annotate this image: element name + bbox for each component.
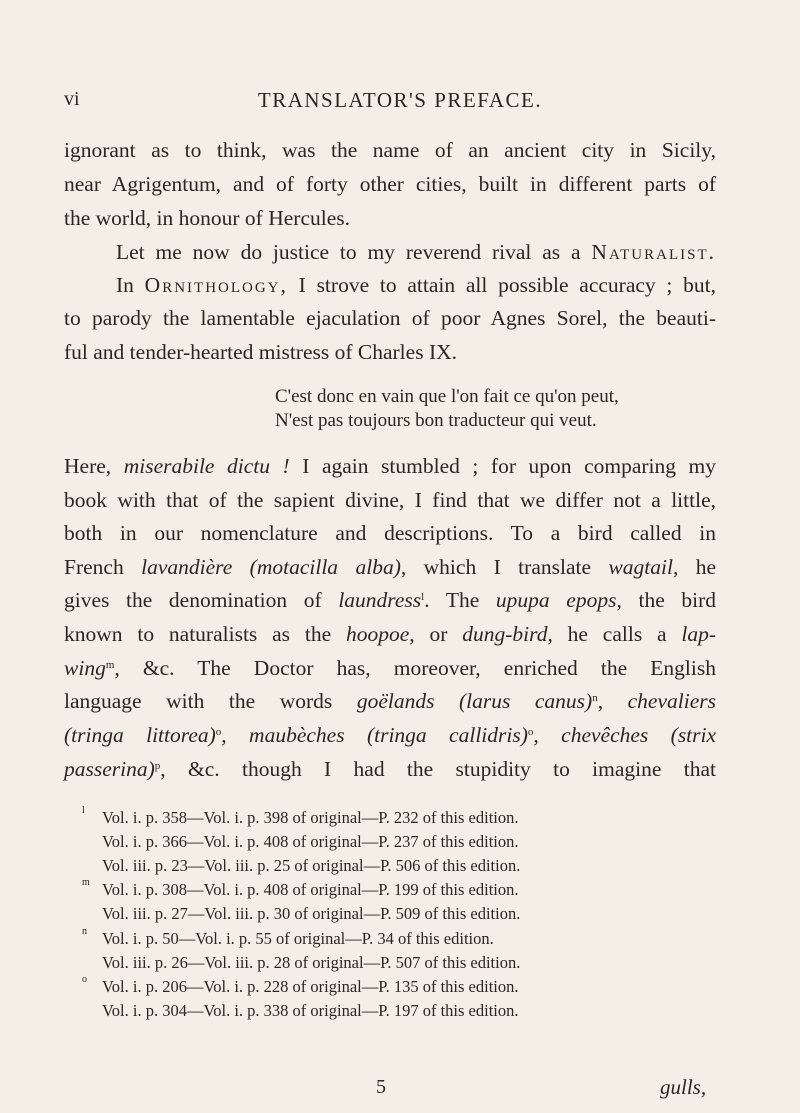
footnote-ref: l bbox=[421, 591, 425, 603]
text-span: he bbox=[695, 555, 717, 579]
text-span: , bbox=[533, 723, 539, 747]
footnote bbox=[102, 953, 717, 973]
text-line: book with that of the sapient divine, I find that we differ not a little, bbox=[64, 488, 716, 512]
italic-term: (tringa littorea) bbox=[64, 723, 216, 747]
footnote-text: Vol. i. p. 308—Vol. i. p. 408 of original—P. 199 of this edition. bbox=[102, 880, 519, 899]
footnote-mark: n bbox=[82, 926, 87, 937]
text-line bbox=[64, 723, 716, 748]
text-line bbox=[64, 588, 716, 613]
text-line bbox=[64, 555, 716, 580]
text-line bbox=[116, 240, 716, 265]
text-line: near Agrigentum, and of forty other cities, built in different parts of bbox=[64, 172, 716, 196]
text-span: Here, bbox=[64, 454, 112, 478]
text-line bbox=[64, 622, 716, 647]
text-span: , &c. though I had the stupidity to imagine that bbox=[160, 757, 716, 781]
italic-term: lavandière (motacilla alba), bbox=[141, 555, 407, 579]
text-span: , &c. The Doctor has, moreover, enriched the English bbox=[114, 656, 716, 680]
text-span: French bbox=[64, 555, 124, 579]
small-caps-term: Ornithology, bbox=[144, 273, 288, 297]
footnote bbox=[102, 832, 717, 852]
verse-line: C'est donc en vain que l'on fait ce qu'on peut, bbox=[275, 386, 619, 407]
footnote-text: Vol. i. p. 206—Vol. i. p. 228 of original—P. 135 of this edition. bbox=[102, 977, 519, 996]
italic-phrase: miserabile dictu ! bbox=[123, 454, 290, 478]
italic-term: dung-bird, bbox=[462, 622, 553, 646]
text-span: the bird bbox=[638, 588, 716, 612]
footnote-text: Vol. i. p. 358—Vol. i. p. 398 of original—P. 232 of this edition. bbox=[102, 808, 519, 827]
footnote-text: Vol. i. p. 366—Vol. i. p. 408 of original—P. 237 of this edition. bbox=[102, 832, 519, 851]
text-line: the world, in honour of Hercules. bbox=[64, 206, 350, 230]
italic-term: hoopoe, bbox=[345, 622, 415, 646]
footnote-mark: o bbox=[82, 974, 87, 985]
text-line bbox=[64, 273, 716, 298]
text-line: ignorant as to think, was the name of an ancient city in Sicily, bbox=[64, 138, 716, 162]
text-span: he calls a bbox=[567, 622, 667, 646]
footnote-text: Vol. i. p. 304—Vol. i. p. 338 of original—P. 197 of this edition. bbox=[102, 1001, 519, 1020]
footnote bbox=[82, 974, 717, 997]
text-span: language with the words bbox=[64, 689, 333, 713]
footnote-ref: m bbox=[105, 659, 115, 671]
text-line: both in our nomenclature and descriptions. To a bird called in bbox=[64, 521, 716, 545]
text-span: Let me now do justice to my reverend rival as a bbox=[116, 240, 581, 264]
text-span: In bbox=[116, 273, 134, 297]
italic-term: chevaliers bbox=[627, 689, 716, 713]
italic-term: wagtail, bbox=[608, 555, 679, 579]
text-span: gives the denomination of bbox=[64, 588, 322, 612]
text-line bbox=[64, 656, 716, 681]
text-line bbox=[64, 757, 716, 782]
footnote bbox=[82, 877, 717, 900]
footnote-mark: l bbox=[82, 805, 85, 816]
text-span: I again stumbled ; for upon comparing my bbox=[302, 454, 717, 478]
footnote bbox=[82, 926, 717, 949]
text-span: or bbox=[429, 622, 448, 646]
footnote-ref: p bbox=[154, 760, 161, 772]
running-head: TRANSLATOR'S PREFACE. bbox=[257, 88, 543, 112]
page-header bbox=[0, 88, 800, 118]
text-line bbox=[64, 454, 716, 479]
text-span: , bbox=[597, 689, 604, 713]
footnote-ref: n bbox=[592, 692, 598, 704]
footnote bbox=[102, 856, 717, 876]
footnote-ref: o bbox=[215, 726, 222, 738]
text-span: which I translate bbox=[423, 555, 592, 579]
italic-term: maubèches (tringa callidris) bbox=[249, 723, 528, 747]
catchword: gulls, bbox=[660, 1075, 707, 1099]
text-line: to parody the lamentable ejaculation of poor Agnes Sorel, the beauti- bbox=[64, 306, 716, 330]
text-line: ful and tender-hearted mistress of Charles IX. bbox=[64, 340, 458, 364]
footnote-text: Vol. iii. p. 23—Vol. iii. p. 25 of original—P. 506 of this edition. bbox=[102, 856, 521, 875]
verse-line: N'est pas toujours bon traducteur qui veut. bbox=[275, 410, 597, 431]
italic-term: passerina) bbox=[64, 757, 155, 781]
footnote-text: Vol. iii. p. 27—Vol. iii. p. 30 of original—P. 509 of this edition. bbox=[102, 904, 521, 923]
text-span: , bbox=[221, 723, 227, 747]
footnote bbox=[82, 805, 717, 828]
text-span: . The bbox=[424, 588, 480, 612]
footnote-mark: m bbox=[82, 877, 90, 888]
text-line bbox=[64, 689, 716, 714]
page-number: vi bbox=[64, 88, 80, 110]
italic-term: upupa epops, bbox=[495, 588, 622, 612]
italic-term: lap- bbox=[681, 622, 717, 646]
footnote-text: Vol. iii. p. 26—Vol. iii. p. 28 of original—P. 507 of this edition. bbox=[102, 953, 521, 972]
italic-term: goëlands (larus canus) bbox=[356, 689, 593, 713]
signature-mark: 5 bbox=[376, 1076, 386, 1098]
text-span: I strove to attain all possible accuracy ; but, bbox=[298, 273, 716, 297]
small-caps-term: Naturalist. bbox=[591, 240, 716, 264]
footnote-text: Vol. i. p. 50—Vol. i. p. 55 of original—P. 34 of this edition. bbox=[102, 929, 494, 948]
italic-term: chevêches (strix bbox=[561, 723, 717, 747]
footnote bbox=[102, 1001, 717, 1021]
italic-term: laundress bbox=[338, 588, 422, 612]
footnote-ref: o bbox=[527, 726, 534, 738]
italic-term: wing bbox=[64, 656, 106, 680]
footnote bbox=[102, 904, 717, 924]
text-span: known to naturalists as the bbox=[64, 622, 332, 646]
